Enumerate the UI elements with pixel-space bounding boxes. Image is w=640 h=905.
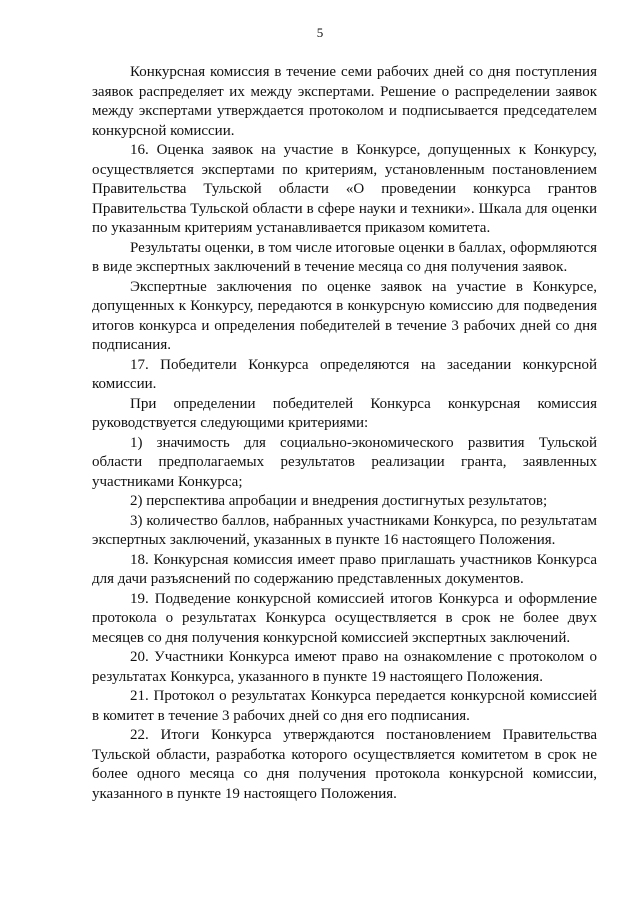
criterion-3-scores: 3) количество баллов, набранных участниками Конкурса, по результатам экспертных заключений, указанных в пункте 16 настоящего Положения. [92,512,597,548]
criterion-2-prospects: 2) перспектива апробации и внедрения достигнутых результатов; [130,493,548,509]
paragraph-18-invitation: 18. Конкурсная комиссия имеет право приглашать участников Конкурса для дачи разъяснений по содержанию представленных документов. [92,551,597,587]
paragraph-19-summary: 19. Подведение конкурсной комиссией итогов Конкурса и оформление протокола о результатах Конкурса осуществляется в срок не более двух месяцев со дня получения конкурсной комиссией экспертных заключений. [92,590,597,646]
criterion-1-significance: 1) значимость для социально-экономического развития Тульской области предполагаемых результатов реализации гранта, заявленных участниками Конкурса; [92,434,597,490]
paragraph-20-familiarization: 20. Участники Конкурса имеют право на ознакомление с протоколом о результатах Конкурса, указанного в пункте 19 настоящего Положения. [92,649,597,685]
paragraph-expert-conclusions: Экспертные заключения по оценке заявок на участие в Конкурсе, допущенных к Конкурсу, передаются в конкурсную комиссию для подведения итогов конкурса и определения победителей в течение 3 рабочих дней со дня подписания. [92,278,597,353]
paragraph-criteria-intro: При определении победителей Конкурса конкурсная комиссия руководствуется следующими критериями: [92,395,597,431]
paragraph-21-protocol-transfer: 21. Протокол о результатах Конкурса передается конкурсной комиссией в комитет в течение 3 рабочих дней со дня его подписания. [92,688,597,724]
paragraph-evaluation-results: Результаты оценки, в том числе итоговые оценки в баллах, оформляются в виде экспертных заключений в течение месяца со дня получения заявок. [92,239,597,275]
page-number: 5 [316,25,324,40]
paragraph-22-approval: 22. Итоги Конкурса утверждаются постановлением Правительства Тульской области, разработка которого осуществляется комитетом в срок не более одного месяца со дня получения протокола конкурсной комиссии, указанного в пункте 19 настоящего Положения. [92,727,597,802]
paragraph-commission-distribution: Конкурсная комиссия в течение семи рабочих дней со дня поступления заявок распределяет их между экспертами. Решение о распределении заявок между экспертами утверждается протоколом и подписывается председателем конкурсной комиссии. [92,64,597,139]
paragraph-16-evaluation: 16. Оценка заявок на участие в Конкурсе, допущенных к Конкурсу, осуществляется экспертами по критериям, установленным постановлением Правительства Тульской области «О проведении конкурса грантов Правительства Тульской области в сфере науки и техники». Шкала для оценки по указанным критериям устанавливается приказом комитета. [92,142,597,236]
document-body [92,63,597,804]
paragraph-17-winners: 17. Победители Конкурса определяются на заседании конкурсной комиссии. [92,356,597,392]
